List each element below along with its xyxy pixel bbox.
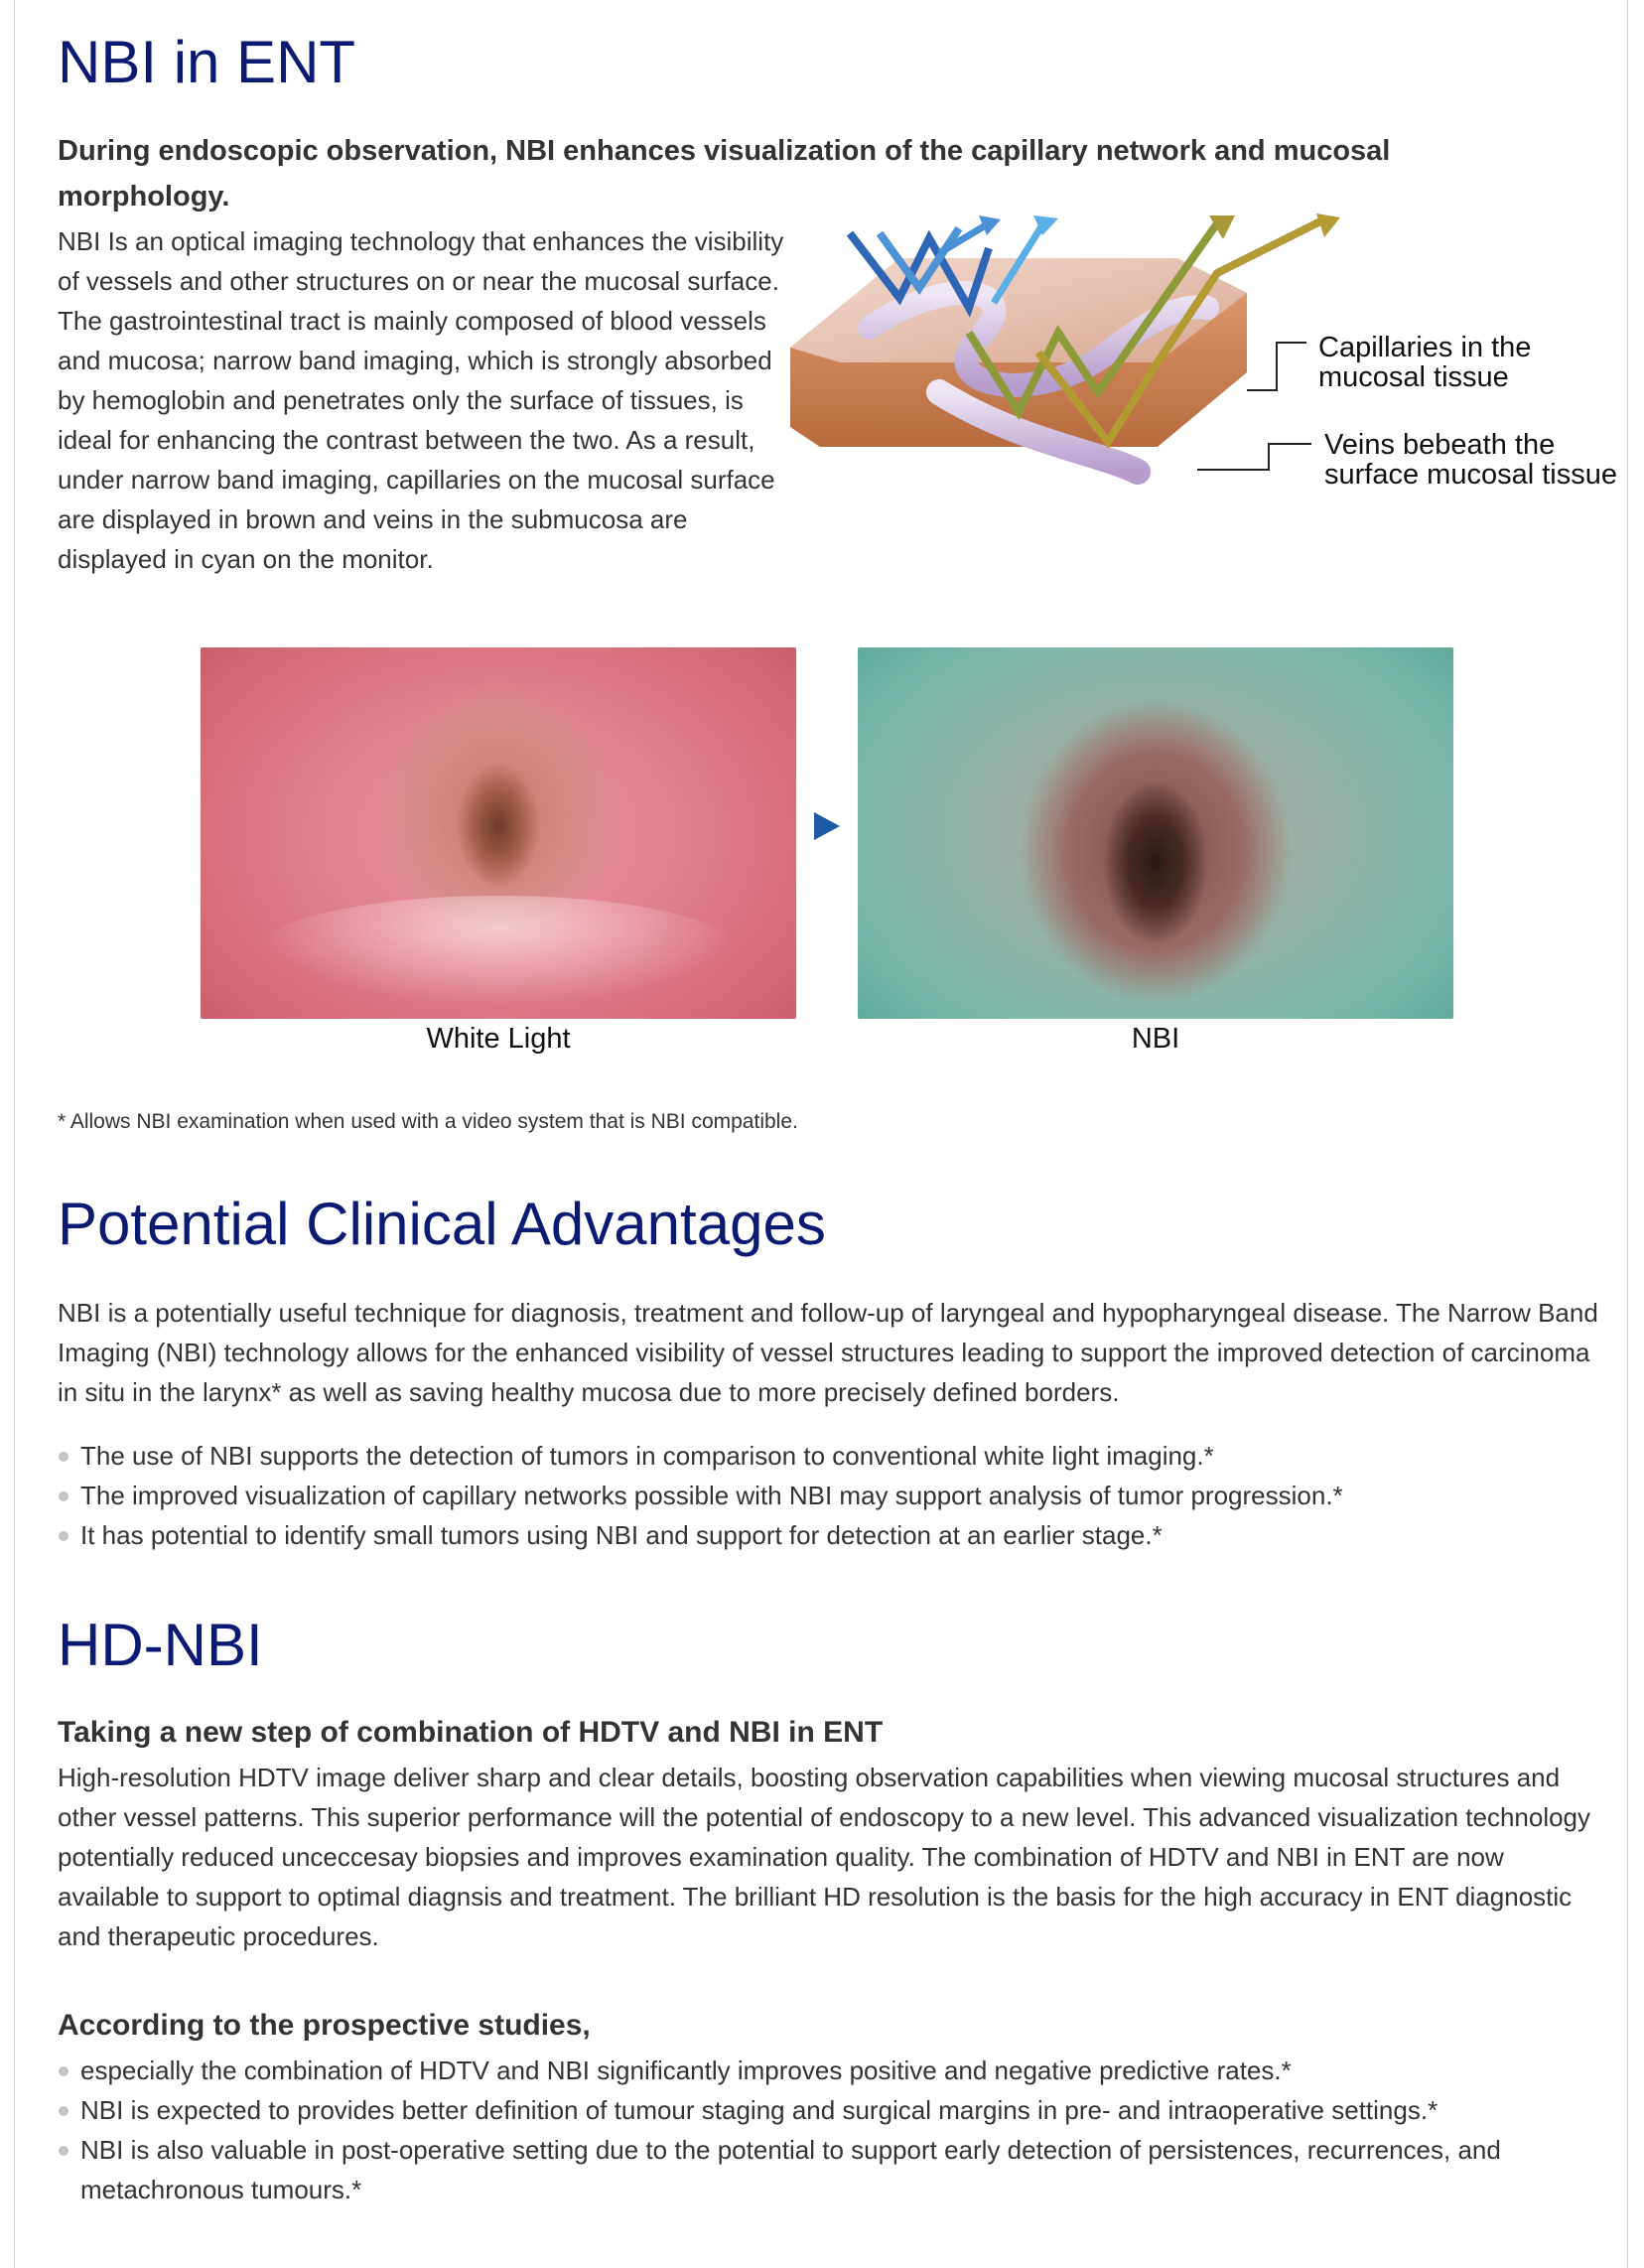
arrow-right-icon [814,812,840,840]
caption-white-light: White Light [426,1023,571,1055]
section-title-hd-nbi: HD-NBI [58,1612,263,1678]
prospective-studies-heading: According to the prospective studies, [58,2009,591,2042]
list-item: The improved visualization of capillary networks possible with NBI may support analysis of tumor progression.* [58,1476,1586,1515]
hd-nbi-paragraph: High-resolution HDTV image deliver sharp and clear details, boosting observation capabilities when viewing mucosal structures and other vessel patterns. This superior performance will the potential of endoscopy to a new level. This advanced visualization technology potentially reduced unceccesay biopsies and improves examination quality. The combination of HDTV and NBI in ENT are now available to support to optimal diagnsis and treatment. The brilliant HD resolution is the basis for the high accuracy in ENT diagnostic and therapeutic procedures. [58,1763,1591,1951]
label-capillaries [1318,333,1531,392]
label-capillaries-line1: Capillaries in the [1318,332,1532,363]
leader-line-capillaries [1247,343,1306,390]
section-title-nbi-in-ent: NBI in ENT [58,29,356,95]
prospective-studies-list [58,2051,1586,2209]
list-item: NBI is expected to provides better definition of tumour staging and surgical margins in pre- and intraoperative settings.* [58,2090,1586,2130]
blue-light-ray [939,223,989,253]
caption-nbi: NBI [1131,1023,1180,1055]
list-item: especially the combination of HDTV and NBI significantly improves positive and negative predictive rates.* [58,2051,1586,2090]
label-veins-line2: surface mucosal tissue [1324,459,1617,491]
label-veins [1324,430,1617,490]
mucosa-highlight [260,896,737,1005]
lead-text: During endoscopic observation, NBI enhances visualization of the capillary network and mucosal morphology. [58,135,1391,213]
leader-line-veins [1197,444,1311,470]
list-item: It has potential to identify small tumors using NBI and support for detection at an earlier stage.* [58,1515,1586,1555]
nbi-tissue-diagram [780,213,1644,501]
section-title-clinical-advantages: Potential Clinical Advantages [58,1191,826,1257]
hd-nbi-subtitle: Taking a new step of combination of HDTV and NBI in ENT [58,1716,884,1749]
label-veins-line1: Veins bebeath the [1324,429,1556,461]
nbi-image [858,647,1453,1019]
clinical-advantages-list [58,1436,1586,1555]
nbi-intro-paragraph: NBI Is an optical imaging technology that enhances the visibility of vessels and other structures on or near the mucosal surface. The gastrointestinal tract is mainly composed of blood vessels and mucosa; narrow band imaging, which is strongly absorbed by hemoglobin and penetrates only the surface of tissues, is ideal for enhancing the contrast between the two. As a result, under narrow band imaging, capillaries on the mucosal surface are displayed in brown and veins in the submucosa are displayed in cyan on the monitor. [58,226,784,574]
compatibility-note: * Allows NBI examination when used with a video system that is NBI compatible. [58,1110,798,1133]
clinical-advantages-paragraph: NBI is a potentially useful technique for diagnosis, treatment and follow-up of laryngeal and hypopharyngeal disease. The Narrow Band Imaging (NBI) technology allows for the enhanced visibility of vessel structures leading to support the improved detection of carcinoma in situ in the larynx* as well as saving healthy mucosa due to more precisely defined borders. [58,1298,1598,1407]
list-item: The use of NBI supports the detection of tumors in comparison to conventional white light imaging.* [58,1436,1586,1476]
label-capillaries-line2: mucosal tissue [1318,361,1509,393]
white-light-image [201,647,796,1019]
list-item: NBI is also valuable in post-operative setting due to the potential to support early detection of persistences, recurrences, and metachronous tumours.* [58,2130,1586,2209]
